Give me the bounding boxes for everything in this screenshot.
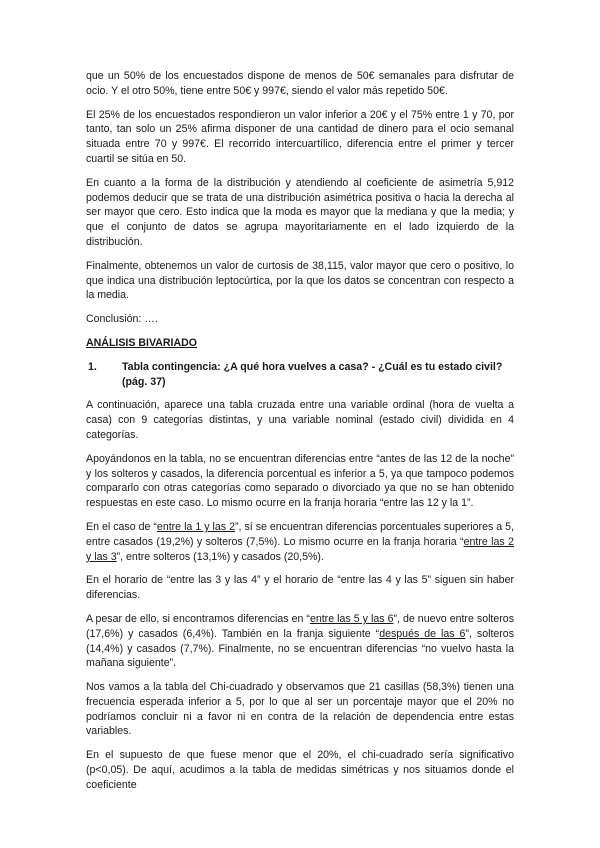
text-segment: A pesar de ello, si encontramos diferencias en “ — [86, 612, 310, 625]
paragraph-asymmetry: En cuanto a la forma de la distribución y atendiendo al coeficiente de asimetría 5,912 podemos deducir que se trata de una distribución asimétrica positiva o hacia la derecha al ser mayor que cero. Esto indica que la moda es mayor que la mediana y que la media; y que el conjunto de datos se agrupa mayoritariamente en el lado izquierdo de la distribución. — [86, 176, 514, 248]
text-segment: ”, de nuevo entre solteros (17,6%) y casados (6,4%). También en la franja siguiente “ — [86, 612, 514, 640]
section-heading: ANÁLISIS BIVARIADO — [86, 336, 198, 349]
paragraph-chi-square: Nos vamos a la tabla del Chi-cuadrado y observamos que 21 casillas (58,3%) tienen una frecuencia esperada inferior a 5, por lo que al ser un porcentaje mayor que el 20% no podríamos concluir ni a favor ni en contra de la relación de dependencia entre estas variables. — [86, 681, 514, 738]
text-segment: ”, entre solteros (13,1%) y casados (20,5%). — [116, 550, 324, 563]
page-content — [86, 69, 514, 802]
list-item — [86, 360, 514, 390]
text-segment: ”, solteros (14,4%) y casados (7,7%). Finalmente, no se encuentran diferencias “no vuelvo hasta la mañana siguiente”. — [86, 627, 514, 670]
list-item-title: Tabla contingencia: ¿A qué hora vuelves a casa? - ¿Cuál es tu estado civil? (pág. 37) — [122, 360, 503, 388]
list-number: 1. — [88, 360, 97, 373]
underlined-time-range: entre la 1 y las 2 — [156, 520, 235, 533]
paragraph-conclusion: Conclusión: …. — [86, 313, 158, 326]
underlined-time-range: después de las 6 — [379, 627, 466, 640]
paragraph-symmetric-measures: En el supuesto de que fuese menor que el 20%, el chi-cuadrado sería significativo (p<0,05). De aquí, acudimos a la tabla de medidas simétricas y nos situamos donde el coeficiente — [86, 749, 514, 791]
paragraph-3-5-no-differences: En el horario de “entre las 3 y las 4” y el horario de “entre las 4 y las 5” siguen sin haber diferencias. — [86, 574, 514, 602]
paragraph-differences-5-6 — [86, 612, 514, 671]
underlined-time-range: entre las 5 y las 6 — [309, 612, 394, 625]
text-segment: En el caso de “ — [86, 520, 157, 533]
paragraph-differences-1-3 — [86, 520, 514, 564]
paragraph-kurtosis: Finalmente, obtenemos un valor de curtosis de 38,115, valor mayor que cero o positivo, lo que indica una distribución leptocúrtica, por la que los datos se concentran con respecto a la media. — [86, 259, 514, 302]
paragraph-contingency-intro: A continuación, aparece una tabla cruzada entre una variable ordinal (hora de vuelta a casa) con 9 categorías distintas, y una variable nominal (estado civil) dividida en 4 categorías. — [86, 399, 514, 441]
text-segment: ”, sí se encuentran diferencias porcentuales superiores a 5, entre casados (19,2%) y solteros (7,5%). Lo mismo ocurre en la franja horaria “ — [86, 520, 514, 548]
underlined-time-range: entre las 2 y las 3 — [86, 535, 514, 563]
paragraph-no-differences: Apoyándonos en la tabla, no se encuentran diferencias entre “antes de las 12 de la noche” y los solteros y casados, la diferencia porcentual es inferior a 5, ya que tampoco podemos compararlo con otras categorías como separado o divorciado ya que no se han obtenido respuestas en este caso. Lo mismo ocurre en la franja horaria “entre las 12 y la 1”. — [86, 452, 514, 510]
paragraph-distribution-half: que un 50% de los encuestados dispone de menos de 50€ semanales para disfrutar de ocio. Y el otro 50%, tiene entre 50€ y 997€, siendo el valor más repetido 50€. — [86, 70, 514, 97]
paragraph-quartiles: El 25% de los encuestados respondieron un valor inferior a 20€ y el 75% entre 1 y 70, por tanto, tan solo un 25% afirma disponer de una cantidad de dinero para el ocio semanal situada entre 70 y 997€. El recorrido intercuartílico, diferencia entre el primer y tercer cuartil se sitúa en 50. — [86, 108, 514, 165]
